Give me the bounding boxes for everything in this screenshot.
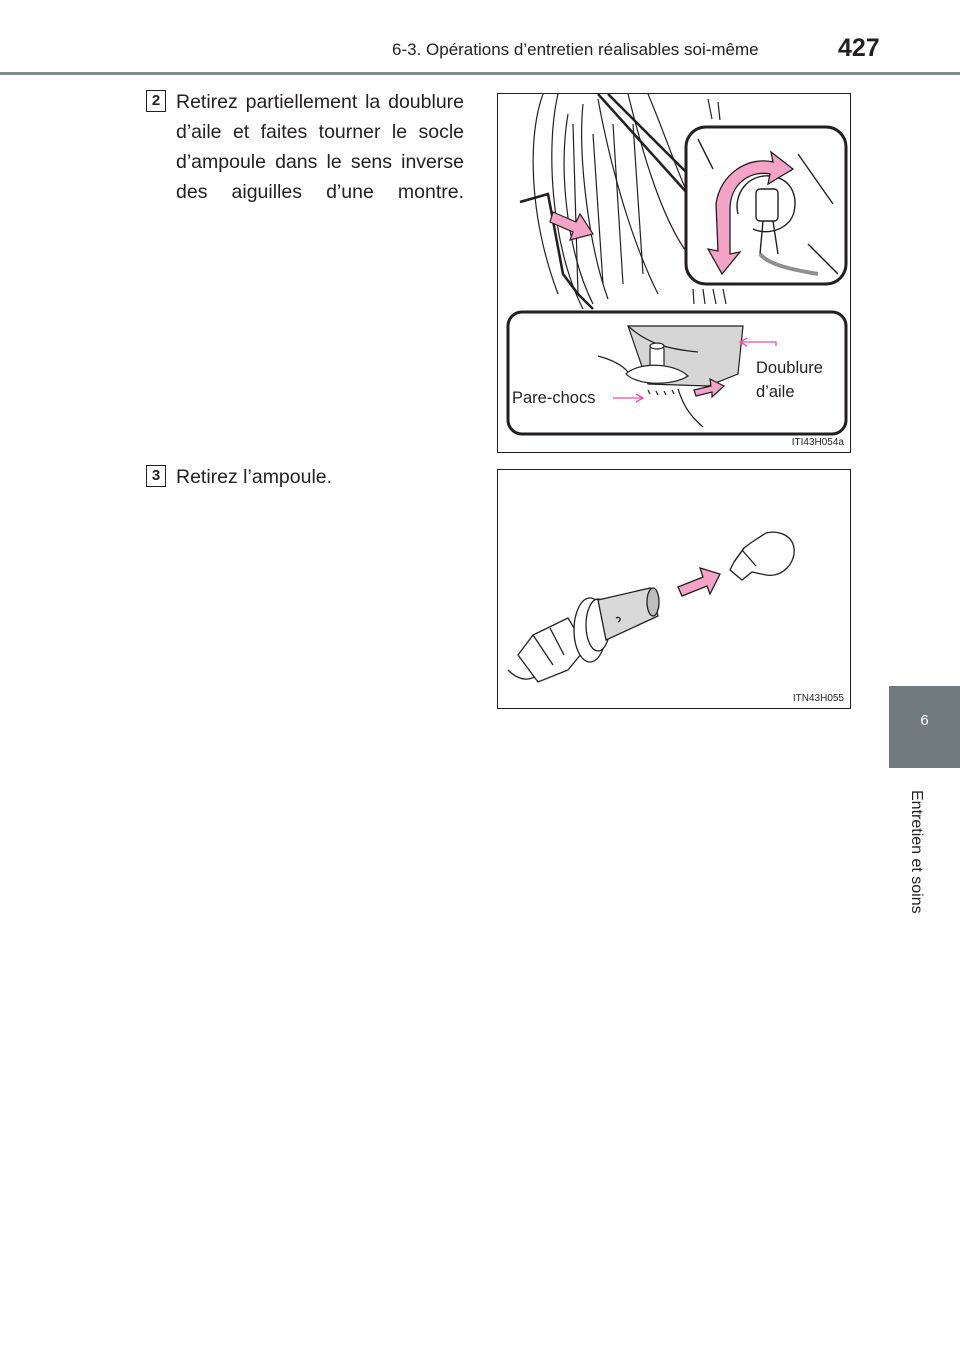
step-text-3: Retirez l’ampoule.	[176, 466, 333, 488]
figure-bulb-removal	[497, 469, 851, 709]
header-rule	[0, 72, 960, 75]
page-number: 427	[838, 34, 880, 62]
figure-fender-liner	[497, 93, 851, 453]
chapter-number: 6	[920, 712, 929, 729]
step-number-2: 2	[146, 90, 166, 112]
label-liner-line1: Doublure	[756, 359, 823, 377]
step-text-2: Retirez partiellement la doublure d’aile et faites tourner le socle d’ampoule dans le sens inverse des aiguilles d’une montre.	[176, 91, 464, 203]
figure-code: ITN43H055	[792, 693, 844, 704]
figure-code: ITI43H054a	[791, 437, 844, 448]
step-number-3: 3	[146, 465, 166, 487]
section-title: 6-3. Opérations d’entretien réalisables soi-même	[392, 40, 759, 59]
chapter-label: Entretien et soins	[908, 790, 925, 914]
bulb-removal-illustration	[498, 470, 851, 709]
remove-arrow-icon	[678, 568, 720, 596]
label-liner-line2: d’aile	[756, 383, 795, 401]
label-bumper: Pare-chocs	[512, 389, 596, 407]
